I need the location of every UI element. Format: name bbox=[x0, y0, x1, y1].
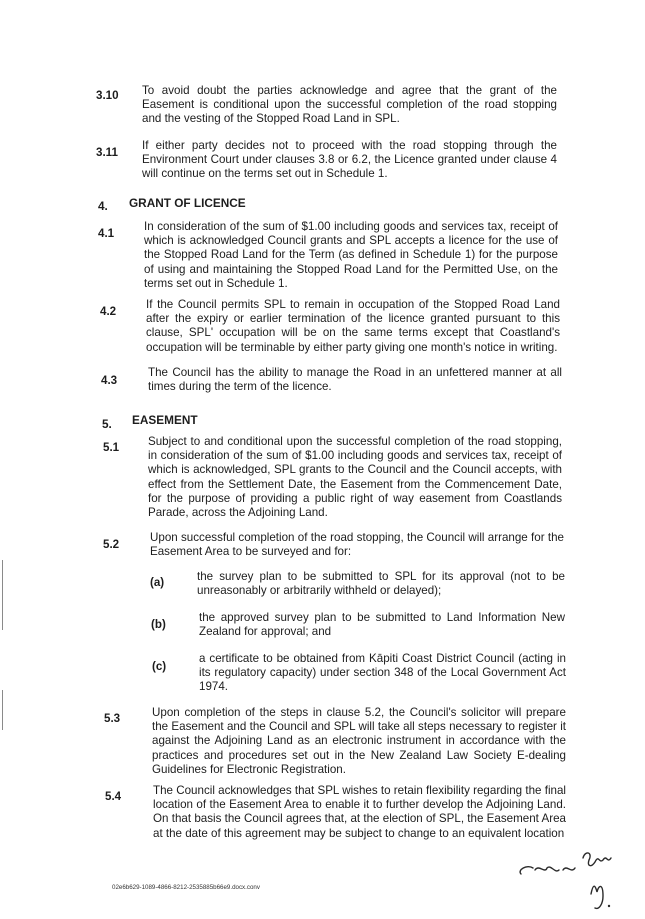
clause-text: Upon successful completion of the road stopping, the Council will arrange for the Easement Area to be surveyed and for: bbox=[150, 531, 564, 559]
handwritten-initials-signature bbox=[515, 846, 625, 914]
clause-number: 5.3 bbox=[104, 712, 121, 725]
scan-edge-mark bbox=[2, 690, 3, 730]
clause-text: The Council has the ability to manage the Road in an unfettered manner at all times during the term of the licence. bbox=[148, 366, 562, 394]
subclause-text: the survey plan to be submitted to SPL for its approval (not to be unreasonably or arbitrarily withheld or delayed); bbox=[197, 570, 565, 598]
clause-number: 4.2 bbox=[100, 305, 117, 318]
scan-edge-mark bbox=[2, 560, 3, 630]
clause-text: If the Council permits SPL to remain in occupation of the Stopped Road Land after the expiry or earlier termination of the licence granted pursuant to this clause, SPL' occupation will be on the same terms except that Coastland's occupation will be terminable by either party giving one month's notice in writing. bbox=[146, 298, 560, 354]
clause-text: Subject to and conditional upon the successful completion of the road stopping, in consideration of the sum of $1.00 including goods and services tax, receipt of which is acknowledged, SPL grants to the Council and the Council accepts, with effect from the Settlement Date, the Easement from the Commencement Date, for the purpose of providing a public right of way easement from Coastlands Parade, across the Adjoining Land. bbox=[148, 435, 562, 520]
subclause-label: (a) bbox=[150, 576, 165, 589]
section-title: EASEMENT bbox=[132, 413, 198, 427]
clause-text: Upon completion of the steps in clause 5.2, the Council's solicitor will prepare the Easement and the Council and SPL will take all steps necessary to register it against the Adjoining Land as an electronic instrument in accordance with the practices and procedures set out in the New Zealand Law Society E-dealing Guidelines for Electronic Registration. bbox=[152, 706, 566, 776]
subclause-text: a certificate to be obtained from Kāpiti Coast District Council (acting in its regulatory capacity) under section 348 of the Local Government Act 1974. bbox=[199, 652, 566, 694]
clause-number: 4.1 bbox=[98, 227, 115, 240]
clause-number: 5.1 bbox=[103, 441, 120, 454]
clause-text: If either party decides not to proceed with the road stopping through the Environment Court under clauses 3.8 or 6.2, the Licence granted under clause 4 will continue on the terms set out in Schedule 1. bbox=[142, 139, 557, 181]
section-number: 5. bbox=[102, 417, 112, 431]
clause-number: 4.3 bbox=[101, 374, 118, 387]
clause-number: 3.11 bbox=[96, 146, 118, 159]
section-number: 4. bbox=[98, 199, 108, 213]
clause-text: In consideration of the sum of $1.00 including goods and services tax, receipt of which is acknowledged Council grants and SPL accepts a licence for the use of the Stopped Road Land for the Term (as defined in Schedule 1) for the purpose of using and maintaining the Stopped Road Land for the Permitted Use, on the terms set out in Schedule 1. bbox=[144, 220, 558, 290]
subclause-label: (c) bbox=[152, 660, 167, 673]
clause-text: To avoid doubt the parties acknowledge and agree that the grant of the Easement is conditional upon the successful completion of the road stopping and the vesting of the Stopped Road Land in SPL. bbox=[142, 84, 557, 126]
section-title: GRANT OF LICENCE bbox=[129, 196, 246, 210]
clause-text: The Council acknowledges that SPL wishes to retain flexibility regarding the final location of the Easement Area to enable it to further develop the Adjoining Land. On that basis the Council agrees that, at the election of SPL, the Easement Area at the date of this agreement may be subject to change to an equivalent location bbox=[153, 784, 566, 840]
clause-number: 5.2 bbox=[103, 538, 120, 551]
clause-number: 3.10 bbox=[96, 89, 119, 102]
document-reference: 02e6b629-1089-4866-8212-2535885b66e9.docx.conv bbox=[112, 884, 260, 891]
clause-number: 5.4 bbox=[105, 790, 122, 803]
subclause-text: the approved survey plan to be submitted to Land Information New Zealand for approval; and bbox=[199, 611, 565, 639]
subclause-label: (b) bbox=[151, 618, 166, 631]
